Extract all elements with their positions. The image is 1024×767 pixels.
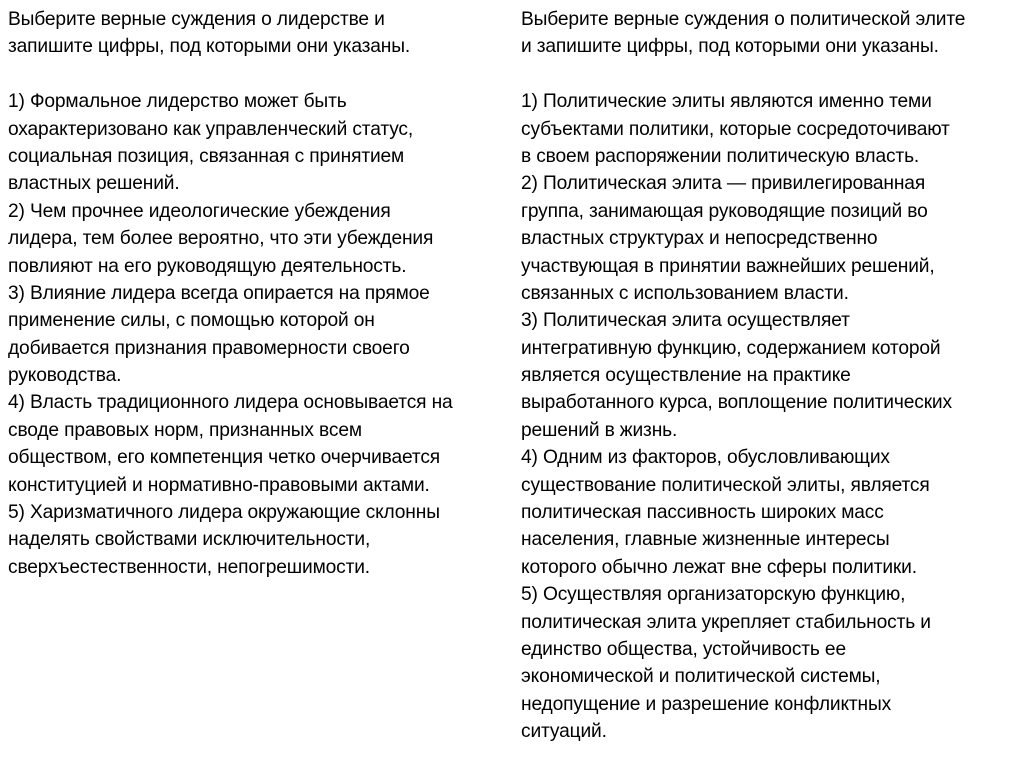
statement-line: политическая элита укрепляет стабильность и bbox=[521, 611, 931, 633]
statement-5 bbox=[521, 581, 1019, 745]
statement-line: интегративную функцию, содержанием которой bbox=[521, 337, 941, 359]
statement-line: 1) Политические элиты являются именно теми bbox=[521, 91, 932, 113]
statement-5 bbox=[8, 499, 508, 581]
statement-line: 3) Политическая элита осуществляет bbox=[521, 310, 850, 332]
statement-line: 2) Чем прочнее идеологические убеждения bbox=[8, 200, 391, 222]
statement-line: недопущение и разрешение конфликтных bbox=[521, 693, 892, 715]
statement-line: связанных с использованием власти. bbox=[521, 282, 849, 304]
statement-line: 2) Политическая элита — привилегированная bbox=[521, 173, 926, 195]
statement-2 bbox=[8, 198, 508, 280]
statement-line: обществом, его компетенция четко очерчивается bbox=[8, 447, 441, 469]
statement-line: 3) Влияние лидера всегда опирается на прямое bbox=[8, 282, 430, 304]
statement-3 bbox=[521, 307, 1019, 444]
statement-line: своде правовых норм, признанных всем bbox=[8, 419, 362, 441]
statement-line: субъектами политики, которые сосредоточивают bbox=[521, 118, 950, 140]
statement-line: выработанного курса, воплощение политических bbox=[521, 392, 952, 414]
title-line: Выберите верные суждения о лидерстве и bbox=[8, 9, 385, 30]
spacer bbox=[8, 61, 508, 88]
statement-line: которого обычно лежат вне сферы политики. bbox=[521, 556, 917, 578]
title-line: Выберите верные суждения о политической элите bbox=[521, 9, 966, 30]
title-line: запишите цифры, под которыми они указаны. bbox=[8, 36, 411, 58]
leadership-question bbox=[8, 6, 508, 581]
statement-line: ситуаций. bbox=[521, 721, 607, 743]
statement-line: наделять свойствами исключительности, bbox=[8, 529, 371, 551]
spacer bbox=[521, 61, 1019, 88]
statement-line: политическая пассивность широких масс bbox=[521, 502, 884, 524]
statement-line: единство общества, устойчивость ее bbox=[521, 638, 846, 660]
statement-line: экономической и политической системы, bbox=[521, 666, 881, 688]
political-elite-question bbox=[521, 6, 1019, 746]
statement-line: решений в жизнь. bbox=[521, 419, 678, 441]
statement-line: группа, занимающая руководящие позиций во bbox=[521, 200, 928, 222]
statement-line: 4) Одним из факторов, обусловливающих bbox=[521, 447, 890, 469]
statement-line: 5) Осуществляя организаторскую функцию, bbox=[521, 584, 906, 606]
statement-line: социальная позиция, связанная с принятием bbox=[8, 145, 405, 167]
statement-line: охарактеризовано как управленческий статус, bbox=[8, 118, 414, 140]
statement-4 bbox=[8, 389, 508, 499]
statement-line: лидера, тем более вероятно, что эти убеждения bbox=[8, 228, 434, 250]
statement-line: властных структурах и непосредственно bbox=[521, 228, 878, 250]
statement-line: руководства. bbox=[8, 365, 122, 387]
statement-3 bbox=[8, 280, 508, 390]
title-line: и запишите цифры, под которыми они указаны. bbox=[521, 36, 939, 58]
statement-line: применение силы, с помощью которой он bbox=[8, 310, 375, 332]
statement-line: населения, главные жизненные интересы bbox=[521, 529, 890, 551]
statement-1 bbox=[8, 88, 508, 198]
statement-line: добивается признания правомерности своего bbox=[8, 337, 410, 359]
statement-line: существование политической элиты, является bbox=[521, 474, 930, 496]
statement-line: конституцией и нормативно-правовыми актами. bbox=[8, 474, 430, 496]
statement-line: властных решений. bbox=[8, 173, 180, 195]
question-title bbox=[521, 6, 1019, 61]
question-title bbox=[8, 6, 508, 61]
statement-line: 4) Власть традиционного лидера основывается на bbox=[8, 392, 453, 414]
statement-line: 1) Формальное лидерство может быть bbox=[8, 91, 347, 113]
statement-line: участвующая в принятии важнейших решений, bbox=[521, 255, 935, 277]
statement-1 bbox=[521, 88, 1019, 170]
statement-line: в своем распоряжении политическую власть. bbox=[521, 145, 920, 167]
statement-2 bbox=[521, 170, 1019, 307]
statement-4 bbox=[521, 444, 1019, 581]
statement-line: является осуществление на практике bbox=[521, 365, 851, 387]
statement-line: сверхъестественности, непогрешимости. bbox=[8, 556, 370, 578]
statement-line: повлияют на его руководящую деятельность. bbox=[8, 255, 407, 277]
statement-line: 5) Харизматичного лидера окружающие склонны bbox=[8, 502, 440, 524]
